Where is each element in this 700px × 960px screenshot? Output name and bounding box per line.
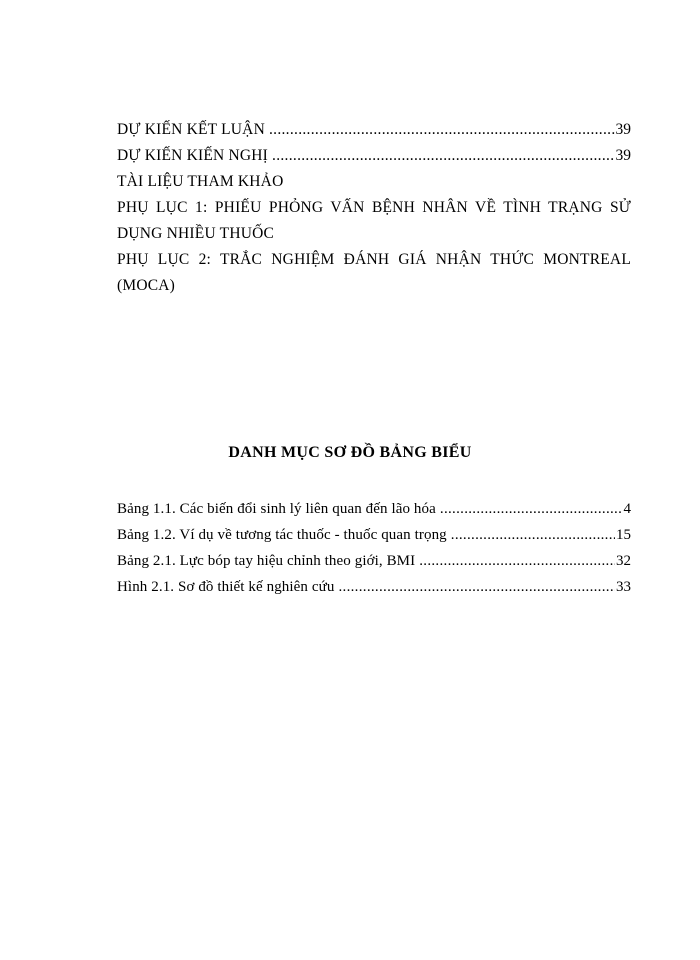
table-of-contents [117,117,631,299]
toc-appendix-2[interactable]: PHỤ LỤC 2: TRẮC NGHIỆM ĐÁNH GIÁ NHẬN THỨC MONTREAL (MOCA) [117,251,631,294]
list-item-page: 4 [623,501,631,517]
list-item-page: 15 [616,527,631,543]
list-item[interactable] [117,548,631,574]
toc-entry-page: 39 [615,121,631,138]
list-item-label: Hình 2.1. Sơ đồ thiết kế nghiên cứu [117,579,335,595]
toc-entry-label: DỰ KIẾN KẾT LUẬN [117,121,265,138]
dot-leader [419,548,615,574]
dot-leader [338,574,615,600]
dot-leader [440,496,623,522]
figures-tables-list [117,496,631,600]
toc-appendix-1[interactable]: PHỤ LỤC 1: PHIẾU PHỎNG VẤN BỆNH NHÂN VỀ TÌNH TRẠNG SỬ DỤNG NHIỀU THUỐC [117,199,631,242]
list-item-label: Bảng 1.1. Các biến đổi sinh lý liên quan đến lão hóa [117,501,436,517]
toc-entry-page: 39 [615,147,631,164]
list-item-page: 32 [616,553,631,569]
section-heading: DANH MỤC SƠ ĐỒ BẢNG BIỂU [228,444,472,461]
list-item-label: Bảng 1.2. Ví dụ về tương tác thuốc - thuốc quan trọng [117,527,447,543]
toc-entry[interactable] [117,117,631,143]
dot-leader [451,522,615,548]
list-item-page: 33 [616,579,631,595]
list-item[interactable] [117,496,631,522]
toc-entry-label: DỰ KIẾN KIẾN NGHỊ [117,147,269,164]
list-item-label: Bảng 2.1. Lực bóp tay hiệu chỉnh theo giới, BMI [117,553,416,569]
toc-entry[interactable] [117,143,631,169]
toc-references[interactable]: TÀI LIỆU THAM KHẢO [117,173,284,190]
dot-leader [269,117,615,143]
list-item[interactable] [117,522,631,548]
dot-leader [272,143,614,169]
list-item[interactable] [117,574,631,600]
